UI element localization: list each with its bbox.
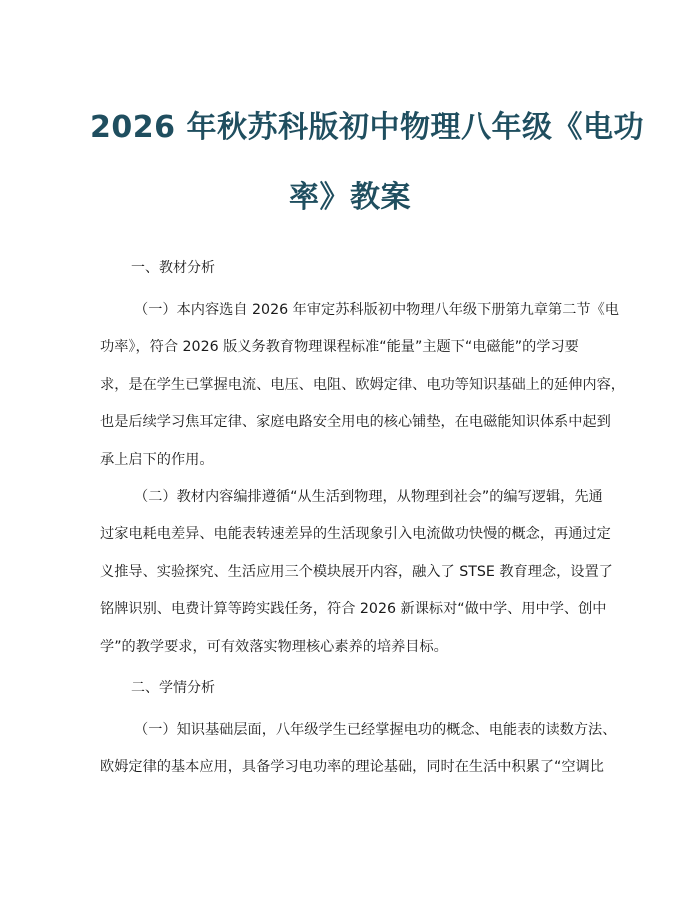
text-line: （一）本内容选自 2026 年审定苏科版初中物理八年级下册第九章第二节《电 bbox=[134, 302, 619, 318]
text-line: 铭牌识别、电费计算等跨实践任务，符合 2026 新课标对“做中学、用中学、创中 bbox=[100, 601, 607, 618]
text-line: 功率》，符合 2026 版义务教育物理课程标准“能量”主题下“电磁能”的学习要 bbox=[100, 339, 579, 356]
paragraph-textbook-analysis-1 bbox=[100, 292, 625, 479]
paragraph-textbook-analysis-2 bbox=[100, 479, 613, 666]
text-line: 也是后续学习焦耳定律、家庭电路安全用电的核心铺垫，在电磁能知识体系中起到 bbox=[100, 414, 611, 431]
text-line: 承上启下的作用。 bbox=[100, 451, 214, 468]
text-line: 义推导、实验探究、生活应用三个模块展开内容，融入了 STSE 教育理念，设置了 bbox=[100, 563, 613, 580]
section-heading-learner-analysis: 二、学情分析 bbox=[131, 680, 215, 696]
text-line: 欧姆定律的基本应用，具备学习电功率的理论基础，同时在生活中积累了“空调比 bbox=[100, 759, 604, 776]
text-line: （一）知识基础层面，八年级学生已经掌握电功的概念、电能表的读数方法、 bbox=[134, 722, 617, 738]
text-line: （二）教材内容编排遵循“从生活到物理，从物理到社会”的编写逻辑，先通 bbox=[134, 489, 603, 505]
text-line: 学”的教学要求，可有效落实物理核心素养的培养目标。 bbox=[100, 638, 448, 655]
document-title-line-2: 率》教案 bbox=[289, 180, 411, 215]
text-line: 过家电耗电差异、电能表转速差异的生活现象引入电流做功快慢的概念，再通过定 bbox=[100, 526, 611, 543]
paragraph-learner-analysis-1 bbox=[100, 712, 617, 787]
text-line: 求，是在学生已掌握电流、电压、电阻、欧姆定律、电功等知识基础上的延伸内容， bbox=[100, 376, 625, 393]
document-title-line-1: 2026 年秋苏科版初中物理八年级《电功 bbox=[90, 110, 644, 145]
section-heading-textbook-analysis: 一、教材分析 bbox=[131, 260, 215, 276]
